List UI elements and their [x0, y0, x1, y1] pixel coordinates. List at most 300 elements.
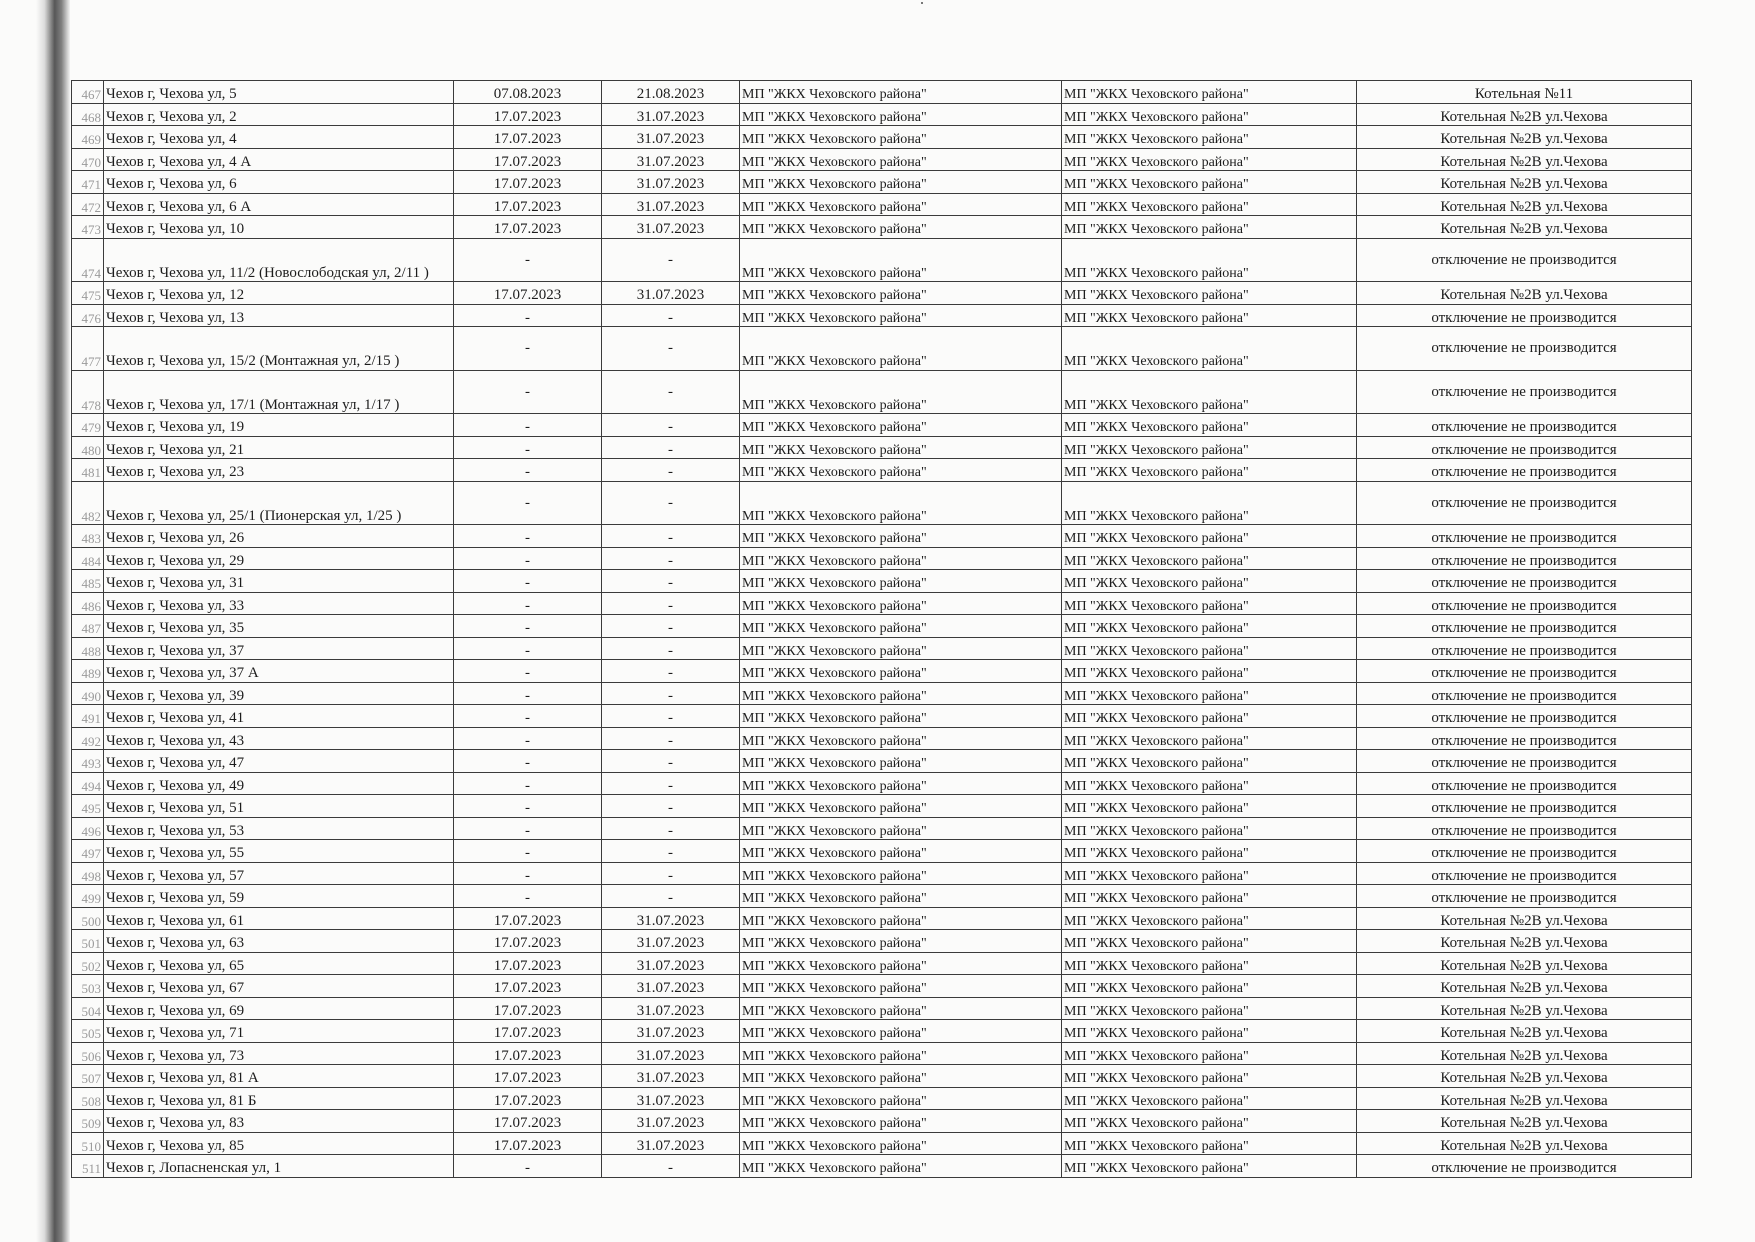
row-number: 500: [72, 907, 104, 930]
organization-cell: МП "ЖКХ Чеховского района": [740, 772, 1062, 795]
table-row: [72, 705, 1692, 728]
end-date-cell: 31.07.2023: [602, 975, 740, 998]
address-cell: Чехов г, Чехова ул, 43: [104, 727, 454, 750]
address-cell: Чехов г, Чехова ул, 37: [104, 637, 454, 660]
heat-source-cell: Котельная №2В ул.Чехова: [1357, 952, 1692, 975]
end-date-cell: 31.07.2023: [602, 126, 740, 149]
end-date-cell: -: [602, 637, 740, 660]
row-number: 489: [72, 660, 104, 683]
organization-cell: МП "ЖКХ Чеховского района": [740, 148, 1062, 171]
table-row: [72, 615, 1692, 638]
address-cell: Чехов г, Чехова ул, 35: [104, 615, 454, 638]
row-number: 481: [72, 459, 104, 482]
start-date-cell: 17.07.2023: [454, 1087, 602, 1110]
end-date-cell: -: [602, 727, 740, 750]
table-row: [72, 1155, 1692, 1178]
operator-cell: МП "ЖКХ Чеховского района": [1062, 907, 1357, 930]
table-row: [72, 1110, 1692, 1133]
start-date-cell: 17.07.2023: [454, 1110, 602, 1133]
row-number: 509: [72, 1110, 104, 1133]
start-date-cell: 17.07.2023: [454, 148, 602, 171]
address-cell: Чехов г, Чехова ул, 81 А: [104, 1065, 454, 1088]
address-cell: Чехов г, Чехова ул, 11/2 (Новослободская ул, 2/11 ): [104, 238, 454, 282]
heat-source-cell: отключение не производится: [1357, 637, 1692, 660]
start-date-cell: 17.07.2023: [454, 1132, 602, 1155]
start-date-cell: -: [454, 615, 602, 638]
start-date-cell: -: [454, 750, 602, 773]
row-number: 506: [72, 1042, 104, 1065]
address-cell: Чехов г, Чехова ул, 67: [104, 975, 454, 998]
operator-cell: МП "ЖКХ Чеховского района": [1062, 637, 1357, 660]
row-number: 485: [72, 570, 104, 593]
address-cell: Чехов г, Чехова ул, 19: [104, 414, 454, 437]
heat-source-cell: Котельная №11: [1357, 81, 1692, 104]
heat-source-cell: Котельная №2В ул.Чехова: [1357, 1065, 1692, 1088]
table-row: [72, 238, 1692, 282]
end-date-cell: -: [602, 817, 740, 840]
operator-cell: МП "ЖКХ Чеховского района": [1062, 1065, 1357, 1088]
row-number: 480: [72, 436, 104, 459]
operator-cell: МП "ЖКХ Чеховского района": [1062, 750, 1357, 773]
row-number: 472: [72, 193, 104, 216]
organization-cell: МП "ЖКХ Чеховского района": [740, 840, 1062, 863]
operator-cell: МП "ЖКХ Чеховского района": [1062, 148, 1357, 171]
row-number: 498: [72, 862, 104, 885]
heat-source-cell: отключение не производится: [1357, 885, 1692, 908]
table-row: [72, 414, 1692, 437]
heat-source-cell: отключение не производится: [1357, 414, 1692, 437]
start-date-cell: -: [454, 414, 602, 437]
operator-cell: МП "ЖКХ Чеховского района": [1062, 772, 1357, 795]
operator-cell: МП "ЖКХ Чеховского района": [1062, 126, 1357, 149]
start-date-cell: -: [454, 795, 602, 818]
row-number: 504: [72, 997, 104, 1020]
heat-source-cell: Котельная №2В ул.Чехова: [1357, 1132, 1692, 1155]
address-cell: Чехов г, Чехова ул, 10: [104, 216, 454, 239]
heat-source-cell: отключение не производится: [1357, 547, 1692, 570]
start-date-cell: 17.07.2023: [454, 1065, 602, 1088]
start-date-cell: -: [454, 817, 602, 840]
organization-cell: МП "ЖКХ Чеховского района": [740, 1042, 1062, 1065]
heat-source-cell: отключение не производится: [1357, 772, 1692, 795]
end-date-cell: -: [602, 772, 740, 795]
operator-cell: МП "ЖКХ Чеховского района": [1062, 459, 1357, 482]
table-row: [72, 682, 1692, 705]
start-date-cell: -: [454, 727, 602, 750]
row-number: 479: [72, 414, 104, 437]
start-date-cell: -: [454, 682, 602, 705]
start-date-cell: 17.07.2023: [454, 1020, 602, 1043]
address-cell: Чехов г, Чехова ул, 73: [104, 1042, 454, 1065]
address-cell: Чехов г, Чехова ул, 23: [104, 459, 454, 482]
end-date-cell: 31.07.2023: [602, 282, 740, 305]
organization-cell: МП "ЖКХ Чеховского района": [740, 1065, 1062, 1088]
address-cell: Чехов г, Чехова ул, 25/1 (Пионерская ул, 1/25 ): [104, 481, 454, 525]
table-row: [72, 660, 1692, 683]
end-date-cell: 21.08.2023: [602, 81, 740, 104]
address-cell: Чехов г, Чехова ул, 31: [104, 570, 454, 593]
row-number: 493: [72, 750, 104, 773]
operator-cell: МП "ЖКХ Чеховского района": [1062, 81, 1357, 104]
start-date-cell: -: [454, 1155, 602, 1178]
heat-source-cell: отключение не производится: [1357, 660, 1692, 683]
address-cell: Чехов г, Чехова ул, 37 А: [104, 660, 454, 683]
end-date-cell: 31.07.2023: [602, 1020, 740, 1043]
heat-source-cell: отключение не производится: [1357, 615, 1692, 638]
organization-cell: МП "ЖКХ Чеховского района": [740, 750, 1062, 773]
table-row: [72, 1087, 1692, 1110]
heat-source-cell: отключение не производится: [1357, 436, 1692, 459]
organization-cell: МП "ЖКХ Чеховского района": [740, 817, 1062, 840]
operator-cell: МП "ЖКХ Чеховского района": [1062, 414, 1357, 437]
operator-cell: МП "ЖКХ Чеховского района": [1062, 705, 1357, 728]
operator-cell: МП "ЖКХ Чеховского района": [1062, 436, 1357, 459]
address-cell: Чехов г, Чехова ул, 21: [104, 436, 454, 459]
end-date-cell: -: [602, 862, 740, 885]
table-row: [72, 727, 1692, 750]
operator-cell: МП "ЖКХ Чеховского района": [1062, 975, 1357, 998]
start-date-cell: -: [454, 481, 602, 525]
row-number: 499: [72, 885, 104, 908]
operator-cell: МП "ЖКХ Чеховского района": [1062, 1087, 1357, 1110]
operator-cell: МП "ЖКХ Чеховского района": [1062, 327, 1357, 371]
table-row: [72, 103, 1692, 126]
row-number: 476: [72, 304, 104, 327]
organization-cell: МП "ЖКХ Чеховского района": [740, 459, 1062, 482]
start-date-cell: 17.07.2023: [454, 103, 602, 126]
organization-cell: МП "ЖКХ Чеховского района": [740, 907, 1062, 930]
table-row: [72, 304, 1692, 327]
address-cell: Чехов г, Чехова ул, 4 А: [104, 148, 454, 171]
address-cell: Чехов г, Чехова ул, 17/1 (Монтажная ул, 1/17 ): [104, 370, 454, 414]
heat-source-cell: отключение не производится: [1357, 525, 1692, 548]
organization-cell: МП "ЖКХ Чеховского района": [740, 193, 1062, 216]
address-cell: Чехов г, Чехова ул, 6 А: [104, 193, 454, 216]
organization-cell: МП "ЖКХ Чеховского района": [740, 126, 1062, 149]
end-date-cell: -: [602, 327, 740, 371]
end-date-cell: 31.07.2023: [602, 997, 740, 1020]
heat-source-cell: отключение не производится: [1357, 459, 1692, 482]
table-row: [72, 885, 1692, 908]
end-date-cell: -: [602, 592, 740, 615]
table-row: [72, 907, 1692, 930]
heat-source-cell: Котельная №2В ул.Чехова: [1357, 1042, 1692, 1065]
address-cell: Чехов г, Чехова ул, 5: [104, 81, 454, 104]
organization-cell: МП "ЖКХ Чеховского района": [740, 637, 1062, 660]
heat-source-cell: отключение не производится: [1357, 304, 1692, 327]
operator-cell: МП "ЖКХ Чеховского района": [1062, 615, 1357, 638]
row-number: 503: [72, 975, 104, 998]
table-row: [72, 772, 1692, 795]
scan-binding-shadow: [36, 0, 70, 1242]
address-cell: Чехов г, Чехова ул, 59: [104, 885, 454, 908]
address-cell: Чехов г, Лопасненская ул, 1: [104, 1155, 454, 1178]
operator-cell: МП "ЖКХ Чеховского района": [1062, 840, 1357, 863]
table-row: [72, 171, 1692, 194]
table-row: [72, 592, 1692, 615]
start-date-cell: 17.07.2023: [454, 171, 602, 194]
address-cell: Чехов г, Чехова ул, 57: [104, 862, 454, 885]
end-date-cell: 31.07.2023: [602, 1042, 740, 1065]
address-cell: Чехов г, Чехова ул, 65: [104, 952, 454, 975]
end-date-cell: 31.07.2023: [602, 952, 740, 975]
start-date-cell: -: [454, 637, 602, 660]
end-date-cell: 31.07.2023: [602, 1110, 740, 1133]
start-date-cell: 17.07.2023: [454, 282, 602, 305]
end-date-cell: -: [602, 660, 740, 683]
address-cell: Чехов г, Чехова ул, 61: [104, 907, 454, 930]
row-number: 468: [72, 103, 104, 126]
operator-cell: МП "ЖКХ Чеховского района": [1062, 885, 1357, 908]
row-number: 473: [72, 216, 104, 239]
address-cell: Чехов г, Чехова ул, 4: [104, 126, 454, 149]
operator-cell: МП "ЖКХ Чеховского района": [1062, 1132, 1357, 1155]
operator-cell: МП "ЖКХ Чеховского района": [1062, 570, 1357, 593]
row-number: 484: [72, 547, 104, 570]
organization-cell: МП "ЖКХ Чеховского района": [740, 1087, 1062, 1110]
row-number: 467: [72, 81, 104, 104]
row-number: 483: [72, 525, 104, 548]
heat-source-cell: отключение не производится: [1357, 1155, 1692, 1178]
heat-source-cell: отключение не производится: [1357, 481, 1692, 525]
start-date-cell: -: [454, 862, 602, 885]
row-number: 491: [72, 705, 104, 728]
end-date-cell: -: [602, 414, 740, 437]
heat-source-cell: Котельная №2В ул.Чехова: [1357, 907, 1692, 930]
table-row: [72, 193, 1692, 216]
end-date-cell: 31.07.2023: [602, 171, 740, 194]
organization-cell: МП "ЖКХ Чеховского района": [740, 282, 1062, 305]
operator-cell: МП "ЖКХ Чеховского района": [1062, 304, 1357, 327]
organization-cell: МП "ЖКХ Чеховского района": [740, 216, 1062, 239]
end-date-cell: -: [602, 481, 740, 525]
table-row: [72, 930, 1692, 953]
operator-cell: МП "ЖКХ Чеховского района": [1062, 862, 1357, 885]
operator-cell: МП "ЖКХ Чеховского района": [1062, 1110, 1357, 1133]
address-cell: Чехов г, Чехова ул, 81 Б: [104, 1087, 454, 1110]
table-row: [72, 750, 1692, 773]
start-date-cell: -: [454, 592, 602, 615]
table-row: [72, 282, 1692, 305]
start-date-cell: 17.07.2023: [454, 1042, 602, 1065]
row-number: 490: [72, 682, 104, 705]
start-date-cell: -: [454, 238, 602, 282]
organization-cell: МП "ЖКХ Чеховского района": [740, 81, 1062, 104]
start-date-cell: 17.07.2023: [454, 907, 602, 930]
row-number: 492: [72, 727, 104, 750]
row-number: 486: [72, 592, 104, 615]
table-row: [72, 370, 1692, 414]
row-number: 475: [72, 282, 104, 305]
organization-cell: МП "ЖКХ Чеховского района": [740, 862, 1062, 885]
organization-cell: МП "ЖКХ Чеховского района": [740, 1132, 1062, 1155]
start-date-cell: -: [454, 705, 602, 728]
operator-cell: МП "ЖКХ Чеховского района": [1062, 103, 1357, 126]
organization-cell: МП "ЖКХ Чеховского района": [740, 370, 1062, 414]
organization-cell: МП "ЖКХ Чеховского района": [740, 238, 1062, 282]
end-date-cell: -: [602, 840, 740, 863]
table-row: [72, 817, 1692, 840]
end-date-cell: -: [602, 682, 740, 705]
address-cell: Чехов г, Чехова ул, 39: [104, 682, 454, 705]
end-date-cell: 31.07.2023: [602, 907, 740, 930]
address-cell: Чехов г, Чехова ул, 12: [104, 282, 454, 305]
row-number: 469: [72, 126, 104, 149]
start-date-cell: -: [454, 304, 602, 327]
table-row: [72, 216, 1692, 239]
organization-cell: МП "ЖКХ Чеховского района": [740, 592, 1062, 615]
table-row: [72, 126, 1692, 149]
table-row: [72, 1065, 1692, 1088]
row-number: 510: [72, 1132, 104, 1155]
operator-cell: МП "ЖКХ Чеховского района": [1062, 817, 1357, 840]
organization-cell: МП "ЖКХ Чеховского района": [740, 103, 1062, 126]
organization-cell: МП "ЖКХ Чеховского района": [740, 481, 1062, 525]
organization-cell: МП "ЖКХ Чеховского района": [740, 525, 1062, 548]
start-date-cell: 17.07.2023: [454, 930, 602, 953]
table-row: [72, 525, 1692, 548]
start-date-cell: -: [454, 525, 602, 548]
start-date-cell: 17.07.2023: [454, 952, 602, 975]
organization-cell: МП "ЖКХ Чеховского района": [740, 795, 1062, 818]
table-row: [72, 1132, 1692, 1155]
operator-cell: МП "ЖКХ Чеховского района": [1062, 1155, 1357, 1178]
operator-cell: МП "ЖКХ Чеховского района": [1062, 216, 1357, 239]
operator-cell: МП "ЖКХ Чеховского района": [1062, 682, 1357, 705]
start-date-cell: -: [454, 660, 602, 683]
organization-cell: МП "ЖКХ Чеховского района": [740, 682, 1062, 705]
organization-cell: МП "ЖКХ Чеховского района": [740, 997, 1062, 1020]
start-date-cell: -: [454, 570, 602, 593]
heat-source-cell: отключение не производится: [1357, 238, 1692, 282]
table-row: [72, 547, 1692, 570]
heat-source-cell: Котельная №2В ул.Чехова: [1357, 126, 1692, 149]
heat-source-cell: Котельная №2В ул.Чехова: [1357, 216, 1692, 239]
address-cell: Чехов г, Чехова ул, 47: [104, 750, 454, 773]
organization-cell: МП "ЖКХ Чеховского района": [740, 1110, 1062, 1133]
operator-cell: МП "ЖКХ Чеховского района": [1062, 660, 1357, 683]
end-date-cell: -: [602, 705, 740, 728]
address-cell: Чехов г, Чехова ул, 83: [104, 1110, 454, 1133]
start-date-cell: -: [454, 885, 602, 908]
operator-cell: МП "ЖКХ Чеховского района": [1062, 795, 1357, 818]
table-row: [72, 795, 1692, 818]
row-number: 495: [72, 795, 104, 818]
operator-cell: МП "ЖКХ Чеховского района": [1062, 930, 1357, 953]
table-row: [72, 1020, 1692, 1043]
start-date-cell: 17.07.2023: [454, 216, 602, 239]
start-date-cell: 17.07.2023: [454, 193, 602, 216]
organization-cell: МП "ЖКХ Чеховского района": [740, 327, 1062, 371]
row-number: 474: [72, 238, 104, 282]
start-date-cell: -: [454, 772, 602, 795]
address-cell: Чехов г, Чехова ул, 53: [104, 817, 454, 840]
operator-cell: МП "ЖКХ Чеховского района": [1062, 997, 1357, 1020]
heat-source-cell: отключение не производится: [1357, 682, 1692, 705]
end-date-cell: 31.07.2023: [602, 148, 740, 171]
end-date-cell: -: [602, 370, 740, 414]
address-cell: Чехов г, Чехова ул, 41: [104, 705, 454, 728]
operator-cell: МП "ЖКХ Чеховского района": [1062, 1042, 1357, 1065]
end-date-cell: -: [602, 570, 740, 593]
table-row: [72, 1042, 1692, 1065]
operator-cell: МП "ЖКХ Чеховского района": [1062, 370, 1357, 414]
operator-cell: МП "ЖКХ Чеховского района": [1062, 193, 1357, 216]
table-row: [72, 862, 1692, 885]
organization-cell: МП "ЖКХ Чеховского района": [740, 436, 1062, 459]
address-cell: Чехов г, Чехова ул, 69: [104, 997, 454, 1020]
start-date-cell: 07.08.2023: [454, 81, 602, 104]
heat-source-cell: Котельная №2В ул.Чехова: [1357, 930, 1692, 953]
start-date-cell: 17.07.2023: [454, 126, 602, 149]
organization-cell: МП "ЖКХ Чеховского района": [740, 615, 1062, 638]
start-date-cell: 17.07.2023: [454, 975, 602, 998]
start-date-cell: -: [454, 547, 602, 570]
row-number: 478: [72, 370, 104, 414]
heat-source-cell: отключение не производится: [1357, 705, 1692, 728]
table-row: [72, 975, 1692, 998]
address-cell: Чехов г, Чехова ул, 29: [104, 547, 454, 570]
start-date-cell: -: [454, 436, 602, 459]
start-date-cell: -: [454, 459, 602, 482]
row-number: 507: [72, 1065, 104, 1088]
table-row: [72, 436, 1692, 459]
organization-cell: МП "ЖКХ Чеховского района": [740, 705, 1062, 728]
address-cell: Чехов г, Чехова ул, 26: [104, 525, 454, 548]
address-cell: Чехов г, Чехова ул, 63: [104, 930, 454, 953]
row-number: 470: [72, 148, 104, 171]
row-number: 508: [72, 1087, 104, 1110]
heat-source-cell: отключение не производится: [1357, 370, 1692, 414]
heat-source-cell: отключение не производится: [1357, 862, 1692, 885]
start-date-cell: 17.07.2023: [454, 997, 602, 1020]
organization-cell: МП "ЖКХ Чеховского района": [740, 885, 1062, 908]
operator-cell: МП "ЖКХ Чеховского района": [1062, 952, 1357, 975]
organization-cell: МП "ЖКХ Чеховского района": [740, 547, 1062, 570]
address-cell: Чехов г, Чехова ул, 6: [104, 171, 454, 194]
table-row: [72, 840, 1692, 863]
end-date-cell: -: [602, 436, 740, 459]
organization-cell: МП "ЖКХ Чеховского района": [740, 304, 1062, 327]
end-date-cell: -: [602, 459, 740, 482]
table-row: [72, 327, 1692, 371]
end-date-cell: 31.07.2023: [602, 103, 740, 126]
organization-cell: МП "ЖКХ Чеховского района": [740, 171, 1062, 194]
heat-source-cell: Котельная №2В ул.Чехова: [1357, 148, 1692, 171]
row-number: 505: [72, 1020, 104, 1043]
organization-cell: МП "ЖКХ Чеховского района": [740, 414, 1062, 437]
row-number: 511: [72, 1155, 104, 1178]
operator-cell: МП "ЖКХ Чеховского района": [1062, 171, 1357, 194]
table-row: [72, 570, 1692, 593]
row-number: 488: [72, 637, 104, 660]
table-row: [72, 81, 1692, 104]
end-date-cell: -: [602, 547, 740, 570]
start-date-cell: -: [454, 370, 602, 414]
organization-cell: МП "ЖКХ Чеховского района": [740, 727, 1062, 750]
heat-source-cell: Котельная №2В ул.Чехова: [1357, 1087, 1692, 1110]
operator-cell: МП "ЖКХ Чеховского района": [1062, 525, 1357, 548]
start-date-cell: -: [454, 840, 602, 863]
table-row: [72, 952, 1692, 975]
row-number: 487: [72, 615, 104, 638]
heat-source-cell: Котельная №2В ул.Чехова: [1357, 193, 1692, 216]
end-date-cell: -: [602, 1155, 740, 1178]
operator-cell: МП "ЖКХ Чеховского района": [1062, 547, 1357, 570]
row-number: 501: [72, 930, 104, 953]
heat-source-cell: Котельная №2В ул.Чехова: [1357, 1020, 1692, 1043]
table-row: [72, 637, 1692, 660]
